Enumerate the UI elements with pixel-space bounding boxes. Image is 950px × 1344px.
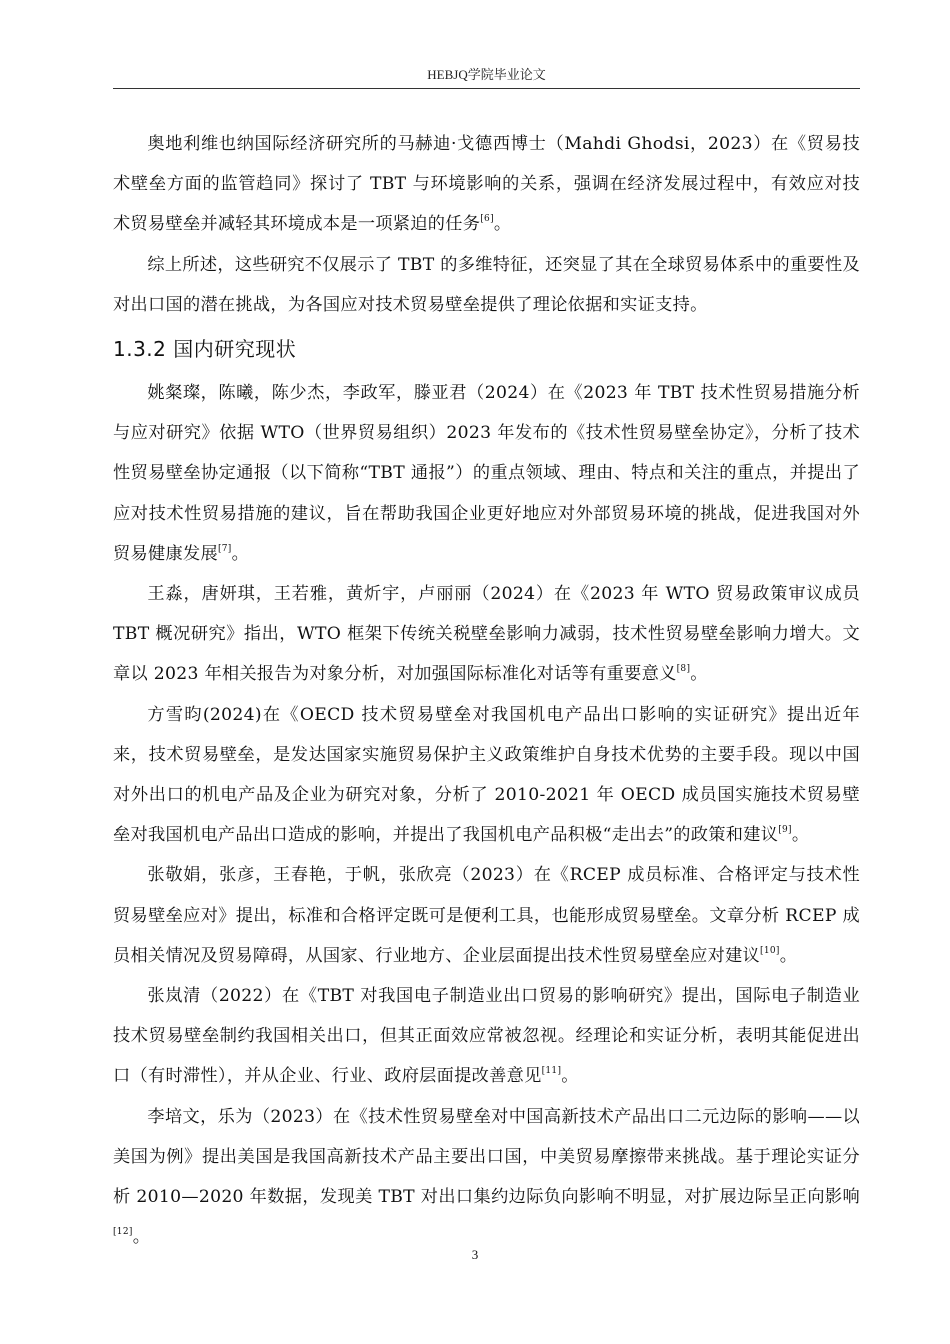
paragraph-text: 张岚清（2022）在《TBT 对我国电子制造业出口贸易的影响研究》提出，国际电子制造业技术贸易壁垒制约我国相关出口，但其正面效应常被忽视。经理论和实证分析，表明其能促进出口（有时滞性），并从企业、行业、政府层面提改善意见	[113, 986, 860, 1087]
paragraph-end: 。	[493, 214, 512, 235]
paragraph-text: 方雪昀(2024)在《OECD 技术贸易壁垒对我国机电产品出口影响的实证研究》提出近年来，技术贸易壁垒，是发达国家实施贸易保护主义政策维护自身技术优势的主要手段。现以中国对外出口的机电产品及企业为研究对象，分析了 2010-2021 年 OECD 成员国实施技术贸易壁垒对我国机电产品出口造成的影响，并提出了我国机电产品积极“走出去”的政策和建议	[113, 704, 860, 846]
page-number: 3	[471, 1247, 479, 1262]
section-heading	[113, 325, 860, 373]
paragraph	[113, 373, 860, 574]
paragraph	[113, 574, 860, 695]
paragraph-text: 综上所述，这些研究不仅展示了 TBT 的多维特征，还突显了其在全球贸易体系中的重要性及对出口国的潜在挑战，为各国应对技术贸易壁垒提供了理论依据和实证支持。	[113, 254, 860, 315]
paragraph-end: 。	[791, 825, 810, 846]
header-divider	[113, 88, 860, 89]
paragraph-text: 王淼，唐妍琪，王若雅，黄炘宇，卢丽丽（2024）在《2023 年 WTO 贸易政策审议成员 TBT 概况研究》指出，WTO 框架下传统关税壁垒影响力减弱，技术性贸易壁垒影响力增大。文章以 2023 年相关报告为对象分析，对加强国际标准化对话等有重要意义	[113, 584, 860, 685]
citation-ref[interactable]: [6]	[480, 214, 494, 225]
paragraph-end: 。	[690, 664, 708, 685]
paragraph	[113, 976, 860, 1097]
paragraph-end: 。	[132, 1227, 151, 1248]
paragraph	[113, 1097, 860, 1258]
paragraph	[113, 695, 860, 856]
document-body	[113, 124, 860, 1257]
citation-ref[interactable]: [11]	[541, 1066, 562, 1077]
citation-ref[interactable]: [7]	[217, 543, 232, 554]
citation-ref[interactable]: [9]	[778, 825, 792, 836]
section-number: 1.3.2	[113, 337, 167, 362]
paragraph-end: 。	[231, 543, 250, 564]
running-header: HEBJQ学院毕业论文	[427, 67, 546, 82]
paragraph	[113, 855, 860, 976]
paragraph-text: 奥地利维也纳国际经济研究所的马赫迪·戈德西博士（Mahdi Ghodsi，2023）在《贸易技术壁垒方面的监管趋同》探讨了 TBT 与环境影响的关系，强调在经济发展过程中，有效应对技术贸易壁垒并减轻其环境成本是一项紧迫的任务	[113, 134, 860, 235]
paragraph	[113, 124, 860, 245]
paragraph-end: 。	[779, 945, 798, 966]
paragraph-text: 姚粲璨，陈曦，陈少杰，李政军，滕亚君（2024）在《2023 年 TBT 技术性贸易措施分析与应对研究》依据 WTO（世界贸易组织）2023 年发布的《技术性贸易壁垒协定》，分析了技术性贸易壁垒协定通报（以下简称“TBT 通报”）的重点领域、理由、特点和关注的重点，并提出了应对技术性贸易措施的建议，旨在帮助我国企业更好地应对外部贸易环境的挑战，促进我国对外贸易健康发展	[113, 383, 860, 564]
citation-ref[interactable]: [10]	[760, 945, 780, 956]
citation-ref[interactable]: [8]	[676, 664, 691, 675]
paragraph-end: 。	[561, 1066, 579, 1087]
section-title: 国内研究现状	[173, 337, 297, 362]
paragraph-text: 李培文，乐为（2023）在《技术性贸易壁垒对中国高新技术产品出口二元边际的影响——以美国为例》提出美国是我国高新技术产品主要出口国，中美贸易摩擦带来挑战。基于理论实证分析 2010—2020 年数据，发现美 TBT 对出口集约边际负向影响不明显，对扩展边际呈正向影响	[113, 1106, 860, 1208]
citation-ref[interactable]: [12]	[113, 1227, 133, 1238]
paragraph	[113, 245, 860, 325]
paragraph-text: 张敬娟，张彦，王春艳，于帆，张欣亮（2023）在《RCEP 成员标准、合格评定与技术性贸易壁垒应对》提出，标准和合格评定既可是便利工具，也能形成贸易壁垒。文章分析 RCEP 成员相关情况及贸易障碍，从国家、行业地方、企业层面提出技术性贸易壁垒应对建议	[113, 865, 860, 966]
